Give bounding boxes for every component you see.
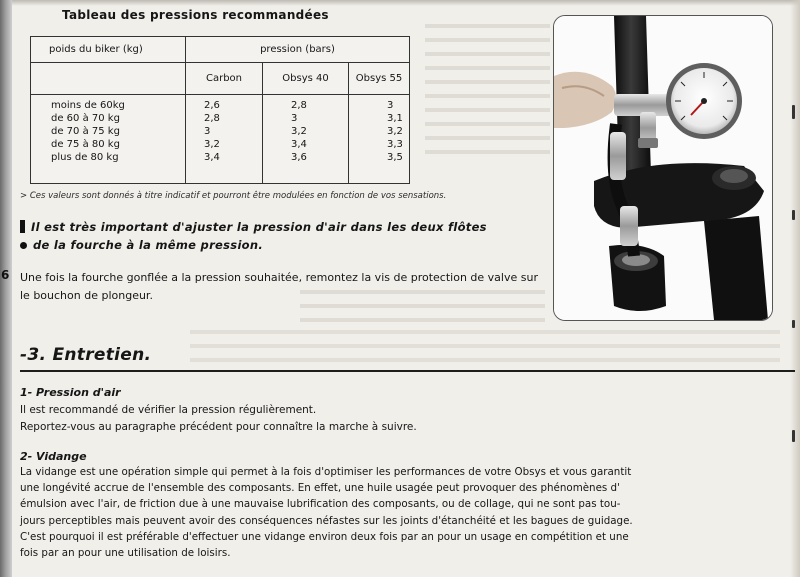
table-cell: 3,2 <box>291 126 307 137</box>
warning-line-1: Il est très important d'ajuster la pression d'air dans les deux flôtes <box>31 220 487 234</box>
intro-paragraph: Une fois la fourche gonflée a la pression souhaitée, remontez la vis de protection de valve sur le bouchon de plongeur. <box>20 271 538 302</box>
table-cell: 3 <box>387 100 394 111</box>
table-row-weight: moins de 60kg <box>51 100 125 111</box>
dot-bullet-icon <box>20 242 27 249</box>
pump-gauge-on-fork-photo <box>553 15 773 321</box>
table-cell: 3,3 <box>387 139 403 150</box>
table-cell: 2,8 <box>291 100 307 111</box>
paragraph-line: Reportez-vous au paragraphe précédent pour connaître la marche à suivre. <box>20 421 417 433</box>
pressure-table <box>30 36 410 184</box>
table-cell: 3,1 <box>387 113 403 124</box>
pressure-paragraph <box>20 402 720 436</box>
obsys55-column <box>349 95 410 184</box>
paragraph-line: C'est pourquoi il est préférable d'effectuer une vidange environ deux fois par an pour un usage en compétition et une <box>20 530 629 543</box>
table-cell: 3,2 <box>387 126 403 137</box>
table-cell: 2,6 <box>204 100 220 111</box>
table-cell: 3,2 <box>204 139 220 150</box>
section-title: -3. Entretien. <box>20 345 152 365</box>
binding-edge <box>0 0 12 577</box>
table-cell: 3,6 <box>291 152 307 163</box>
paragraph-line: émulsion avec l'air, de friction due à une mauvaise lubrification des composants, ou de collage, qui ne sont pas tou- <box>20 498 621 511</box>
pressure-table-title: Tableau des pressions recommandées <box>62 8 329 22</box>
table-cell: 3,4 <box>291 139 307 150</box>
table-cell: 3,4 <box>204 152 220 163</box>
column-header-carbon: Carbon <box>186 63 263 95</box>
weight-header: poids du biker (kg) <box>31 37 186 63</box>
table-row-weight: de 75 à 80 kg <box>51 139 120 150</box>
weight-header-spacer <box>31 63 186 95</box>
section-divider <box>20 370 795 372</box>
obsys40-column <box>263 95 349 184</box>
table-row-weight: de 70 à 75 kg <box>51 126 120 137</box>
table-footnote: > Ces valeurs sont donnés à titre indicatif et pourront être modulées en fonction de vos sensations. <box>20 191 447 201</box>
table-row-weight: de 60 à 70 kg <box>51 113 120 124</box>
right-edge-marks <box>792 95 796 455</box>
pump-gauge-illustration <box>554 16 772 320</box>
subsection-title-pressure: 1- Pression d'air <box>20 386 121 399</box>
column-header-obsys55: Obsys 55 <box>349 63 410 95</box>
column-header-obsys40: Obsys 40 <box>263 63 349 95</box>
pressure-header: pression (bars) <box>186 37 410 63</box>
table-cell: 3,5 <box>387 152 403 163</box>
bar-bullet-icon <box>20 220 25 233</box>
warning-text <box>20 218 540 254</box>
carbon-column <box>186 95 263 184</box>
table-cell: 2,8 <box>204 113 220 124</box>
weight-column <box>31 95 186 184</box>
warning-line-2: de la fourche à la même pression. <box>33 238 264 252</box>
subsection-title-vidange: 2- Vidange <box>20 450 87 463</box>
page-number: 6 <box>1 268 10 282</box>
paragraph-line: La vidange est une opération simple qui permet à la fois d'optimiser les performances de votre Obsys et vous garantit <box>20 466 632 478</box>
page-top-shadow <box>0 0 800 6</box>
table-row-weight: plus de 80 kg <box>51 152 119 163</box>
paragraph-line: Il est recommandé de vérifier la pression régulièrement. <box>20 404 317 416</box>
paragraph-line: une longévité accrue de l'ensemble des composants. En effet, une huile usagée peut provoquer des phénomènes d' <box>20 482 620 495</box>
paragraph-line: fois par an pour une utilisation de loisirs. <box>20 547 231 560</box>
vidange-paragraph <box>20 464 760 561</box>
table-cell: 3 <box>291 113 298 124</box>
paragraph-line: jours perceptibles mais peuvent avoir des conséquences néfastes sur les joints d'étanchéité et les bagues de guidage. <box>20 514 633 527</box>
table-cell: 3 <box>204 126 211 137</box>
